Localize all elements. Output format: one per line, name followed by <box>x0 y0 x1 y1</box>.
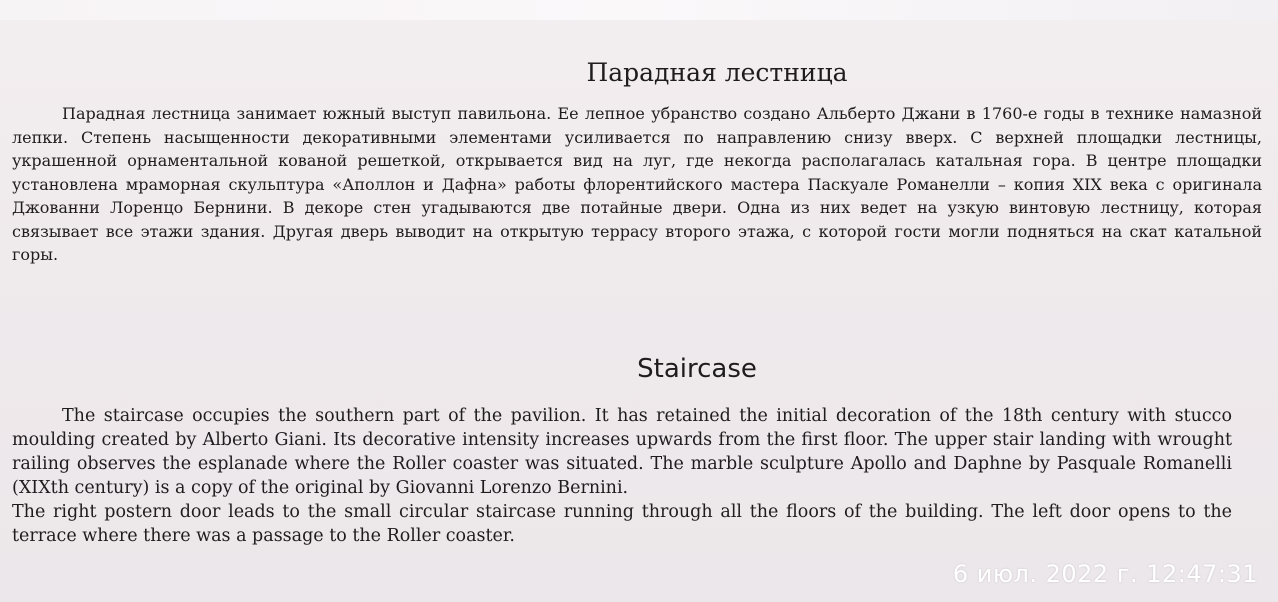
english-title: Staircase <box>637 354 757 384</box>
russian-body-text: Парадная лестница занимает южный выступ павильона. Ее лепное убранство создано Альберто Джани в 1760-е годы в технике намазной лепки. Степень насыщенности декоративными элементами усиливается по направлению снизу вверх. С верхней площадки лестницы, украшенной орнаментальной кованой решеткой, открывается вид на луг, где некогда располагалась катальная гора. В центре площадки установлена мраморная скульптура «Аполлон и Дафна» работы флорентийского мастера Паскуале Романелли – копия XIX века с оригинала Джованни Лоренцо Бернини. В декоре стен угадываются две потайные двери. Одна из них ведет на узкую винтовую лестницу, которая связывает все этажи здания. Другая дверь выводит на открытую террасу второго этажа, с которой гости могли подняться на скат катальной горы. <box>12 104 1262 264</box>
russian-section <box>12 52 1262 267</box>
photo-timestamp: 6 июл. 2022 г. 12:47:31 <box>952 560 1258 588</box>
english-paragraph-1: The staircase occupies the southern part of the pavilion. It has retained the initial decoration of the 18th century with stucco moulding created by Alberto Giani. Its decorative intensity increases upwards from the first floor. The upper stair landing with wrought railing observes the esplanade where the Roller coaster was situated. The marble sculpture Apollo and Daphne by Pasquale Romanelli (XIXth century) is a copy of the original by Giovanni Lorenzo Bernini. <box>12 406 1232 498</box>
top-edge-strip <box>0 0 1278 20</box>
english-section <box>12 348 1262 548</box>
english-paragraph-2: The right postern door leads to the small circular staircase running through all the floors of the building. The left door opens to the terrace where there was a passage to the Roller coaster. <box>12 502 1232 546</box>
russian-title: Парадная лестница <box>586 58 848 87</box>
